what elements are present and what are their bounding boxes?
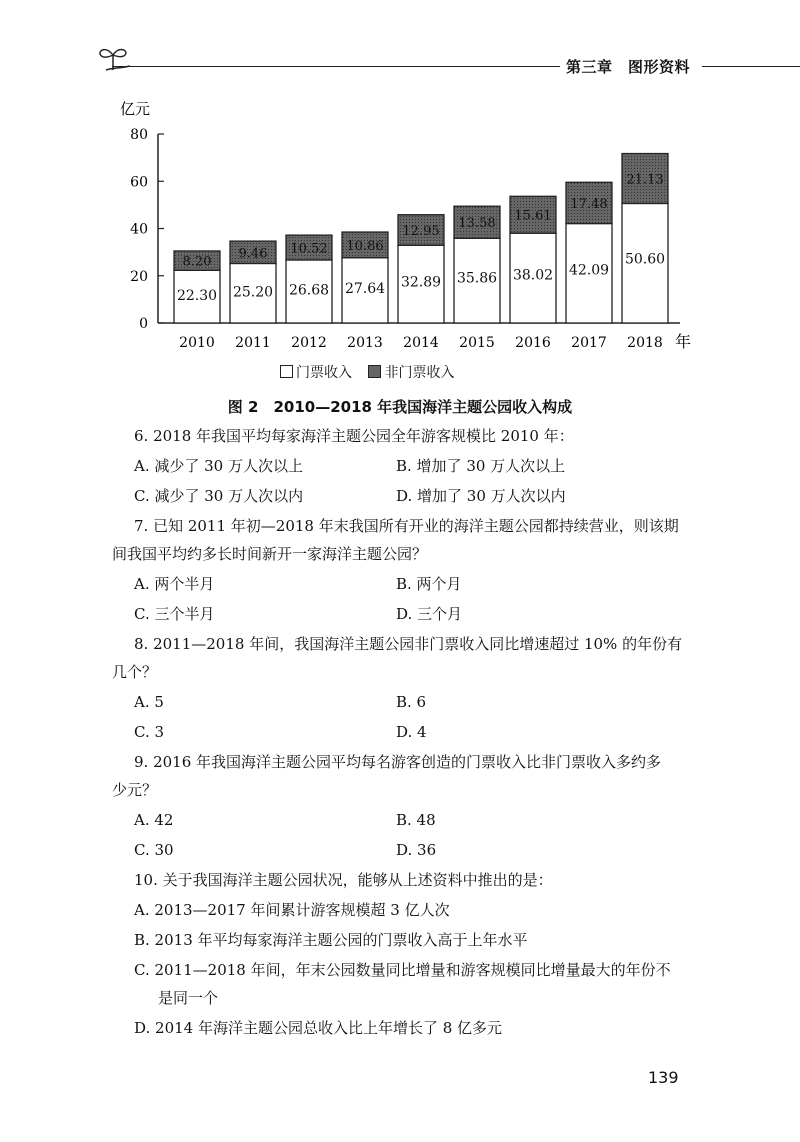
q6-option-a: A. 减少了 30 万人次以上 [134,457,303,475]
legend-item-nonticket: 非门票收入 [368,365,454,381]
header-rule-left [112,66,560,67]
data-label-nonticket-2013: 10.86 [346,238,384,254]
chart-legend [280,362,466,382]
data-label-nonticket-2011: 9.46 [238,246,268,262]
data-label-ticket-2015: 35.86 [456,270,498,287]
q9-stem-line1: 9. 2016 年我国海洋主题公园平均每名游客创造的门票收入比非门票收入多约多 [134,753,662,771]
data-label-ticket-2011: 25.20 [232,284,274,301]
legend-swatch-ticket [280,365,293,378]
q9-stem-line2: 少元？ [112,781,158,799]
q10-option-a: A. 2013—2017 年间累计游客规模超 3 亿人次 [134,901,450,919]
q7-option-d: D. 三个月 [396,605,463,623]
q8-option-a: A. 5 [134,693,164,711]
x-tick-label-2017: 2017 [571,335,607,351]
q7-option-a: A. 两个半月 [134,575,215,593]
q6-option-b: B. 增加了 30 万人次以上 [396,457,566,475]
data-label-nonticket-2010: 8.20 [182,254,212,270]
q7-option-c: C. 三个半月 [134,605,215,623]
data-label-nonticket-2018: 21.13 [626,172,664,188]
y-tick-label: 20 [130,268,148,285]
q7-stem-line2: 间我国平均约多长时间新开一家海洋主题公园？ [112,545,428,563]
data-label-ticket-2014: 32.89 [400,274,442,291]
q9-option-a: A. 42 [134,811,174,829]
x-tick-label-2012: 2012 [291,335,327,351]
q10-option-d: D. 2014 年海洋主题公园总收入比上年增长了 8 亿多元 [134,1019,503,1037]
q10-option-c-line2: 是同一个 [158,989,219,1007]
x-tick-label-2016: 2016 [515,335,551,351]
page-number: 139 [648,1068,679,1087]
q9-option-d: D. 36 [396,841,437,859]
data-label-nonticket-2014: 12.95 [402,224,440,240]
chapter-title: 第三章 图形资料 [566,58,691,76]
y-axis-label: 亿元 [120,100,151,118]
data-label-ticket-2016: 38.02 [512,267,554,284]
y-tick-label: 60 [130,174,148,191]
q9-option-b: B. 48 [396,811,436,829]
data-label-ticket-2012: 26.68 [288,282,330,299]
x-tick-label-2011: 2011 [235,335,271,351]
data-label-nonticket-2017: 17.48 [570,196,608,212]
data-label-ticket-2010: 22.30 [176,288,218,305]
q7-option-b: B. 两个月 [396,575,462,593]
x-tick-label-2014: 2014 [403,335,439,351]
y-tick-label: 0 [139,316,148,332]
q6-option-c: C. 减少了 30 万人次以内 [134,487,304,505]
data-label-ticket-2017: 42.09 [568,262,610,279]
q7-stem-line1: 7. 已知 2011 年初—2018 年末我国所有开业的海洋主题公园都持续营业，则该期 [134,517,679,535]
header-rule-right [702,66,800,67]
legend-swatch-nonticket [368,365,381,378]
figure-caption: 图 2 2010—2018 年我国海洋主题公园收入构成 [227,398,573,416]
x-tick-label-2018: 2018 [627,335,663,351]
q8-stem-line1: 8. 2011—2018 年间，我国海洋主题公园非门票收入同比增速超过 10% 的年份有 [134,635,683,653]
q6-stem: 6. 2018 年我国平均每家海洋主题公园全年游客规模比 2010 年： [134,427,574,445]
q10-option-c-line1: C. 2011—2018 年间，年末公园数量同比增量和游客规模同比增量最大的年份不 [134,961,671,979]
q6-option-d: D. 增加了 30 万人次以内 [396,487,566,505]
data-label-nonticket-2015: 13.58 [458,216,496,232]
data-label-nonticket-2012: 10.52 [290,241,328,257]
x-axis-label: 年 [675,332,692,351]
y-tick-label: 80 [130,127,148,143]
sprout-icon [96,42,130,72]
data-label-nonticket-2016: 15.61 [514,208,552,224]
q8-option-c: C. 3 [134,723,165,741]
x-tick-label-2010: 2010 [179,335,215,351]
q8-option-b: B. 6 [396,693,427,711]
data-label-ticket-2013: 27.64 [344,281,386,298]
q8-stem-line2: 几个？ [112,663,158,681]
legend-item-ticket: 门票收入 [280,365,352,381]
q8-option-d: D. 4 [396,723,427,741]
x-tick-label-2015: 2015 [459,335,495,351]
q10-stem: 10. 关于我国海洋主题公园状况，能够从上述资料中推出的是： [134,871,553,889]
q10-option-b: B. 2013 年平均每家海洋主题公园的门票收入高于上年水平 [134,931,528,949]
stacked-bar-chart [112,96,712,358]
x-tick-label-2013: 2013 [347,335,383,351]
q9-option-c: C. 30 [134,841,174,859]
data-label-ticket-2018: 50.60 [624,251,666,268]
y-tick-label: 40 [130,221,148,238]
